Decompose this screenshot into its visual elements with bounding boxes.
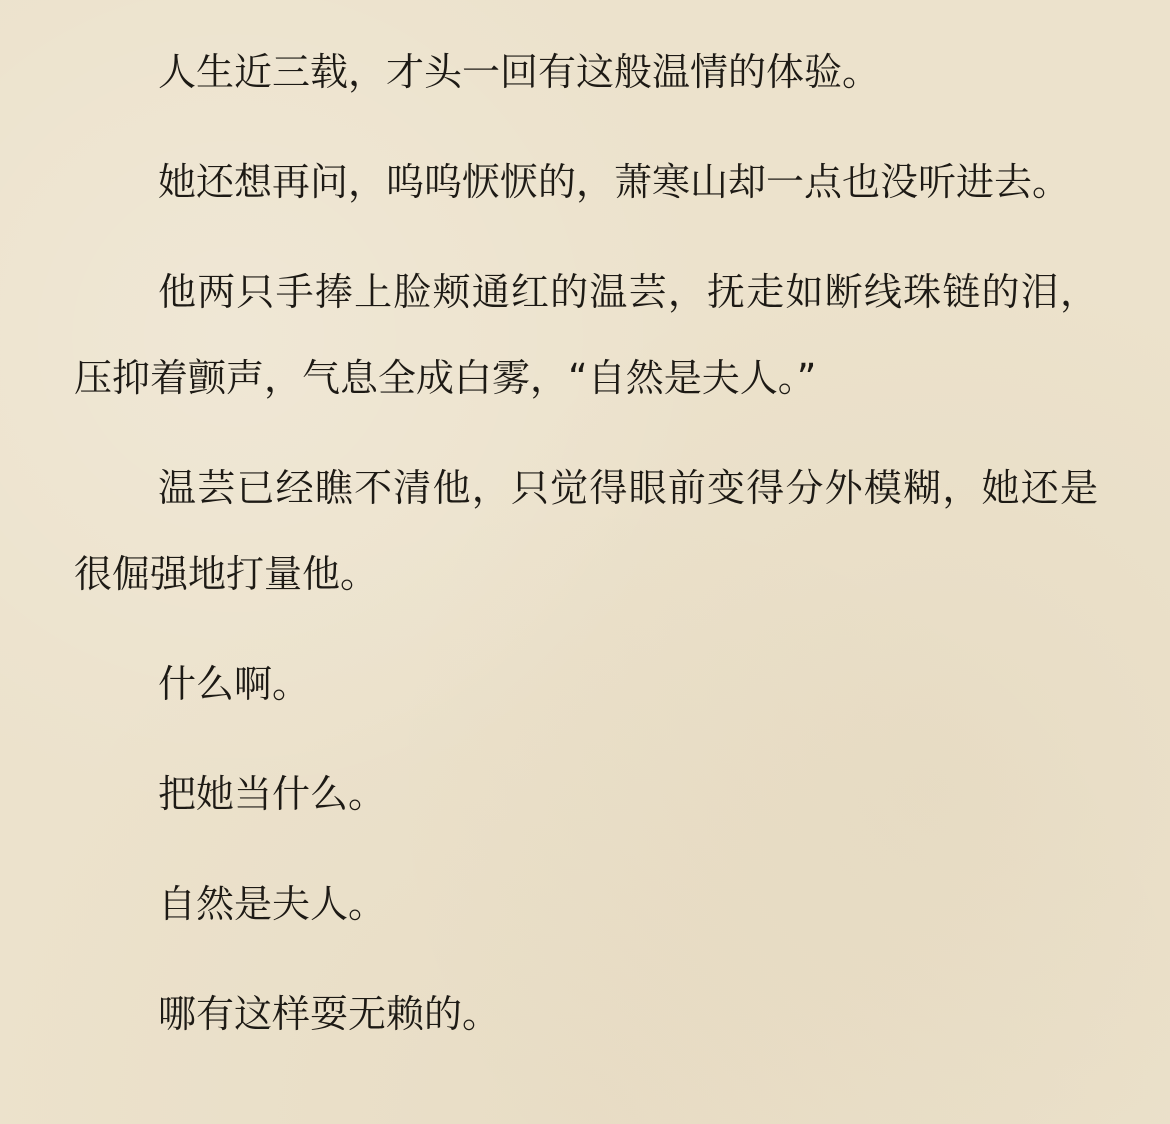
paragraph-5: 什么啊。 <box>158 662 311 706</box>
paragraph-6: 把她当什么。 <box>158 772 387 816</box>
paragraph-7: 自然是夫人。 <box>158 882 387 926</box>
paragraph-4: 温芸已经瞧不清他，只觉得眼前变得分外模糊，她还是很倔强地打量他。 <box>74 466 1098 596</box>
paragraph-8: 哪有这样耍无赖的。 <box>158 992 501 1036</box>
paragraph-1: 人生近三载，才头一回有这般温情的体验。 <box>158 50 881 94</box>
paragraph-3: 他两只手捧上脸颊通红的温芸，抚走如断线珠链的泪，压抑着颤声，气息全成白雾，“自然是夫人。” <box>74 270 1098 400</box>
paragraph-2: 她还想再问，呜呜恹恹的，萧寒山却一点也没听进去。 <box>158 160 1071 204</box>
